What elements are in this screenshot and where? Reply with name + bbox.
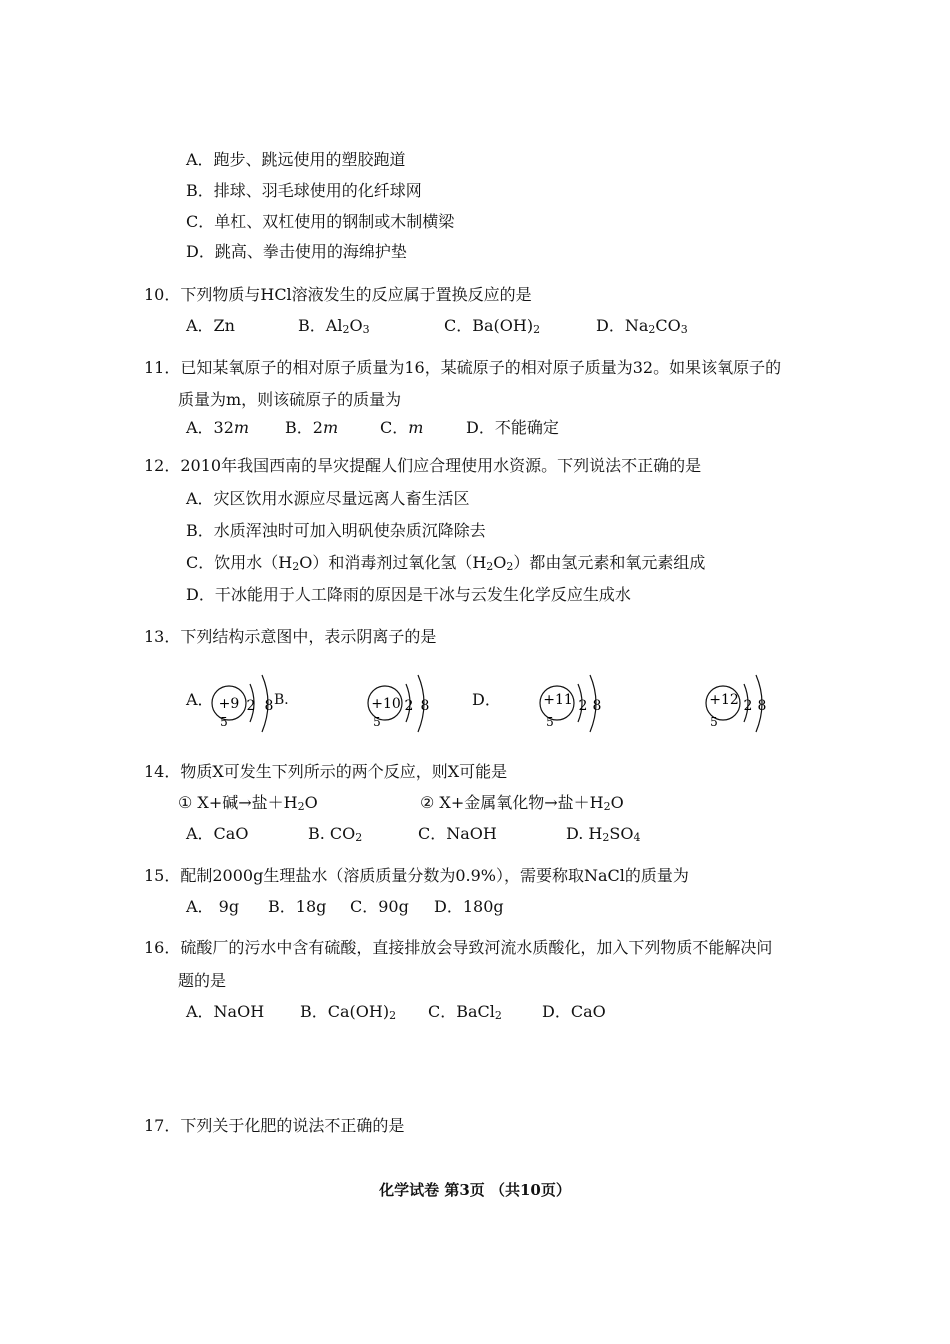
page-footer: 化学试卷 第3页 （共10页） [379,1181,571,1199]
q13-atom-b [364,672,454,740]
q12-option-a: A．灾区饮用水源应尽量远离人畜生活区 [186,489,470,508]
q17-stem: 17．下列关于化肥的说法不正确的是 [144,1116,405,1135]
q16-option-d: D．CaO [542,1002,606,1021]
q15-stem: 15．配制2000g生理盐水（溶质质量分数为0.9%），需要称取NaCl的质量为 [144,866,689,885]
q13-atom-a [208,672,298,740]
q13-atom-c [536,672,626,740]
q15-option-a: A． 9g [186,897,240,916]
shell1-electrons: 2 [743,698,753,714]
nucleus-charge: +9 [218,696,240,712]
bottom-mark: 5 [710,715,718,729]
q16-stem-line1: 16．硫酸厂的污水中含有硫酸，直接排放会导致河流水质酸化，加入下列物质不能解决问 [144,938,773,957]
shell2-electrons: 8 [592,698,602,714]
q14-option-d: D. $H_2SO_4$ [566,824,641,844]
q13-option-b-label: B． [274,692,299,708]
q9-option-d: D．跳高、拳击使用的海绵护垫 [186,242,407,261]
q14-stem: 14．物质X可发生下列所示的两个反应，则X可能是 [144,762,508,781]
q16-stem-line2: 题的是 [178,971,227,990]
shell2-electrons: 8 [420,698,430,714]
q10-stem: 10．下列物质与HCl溶液发生的反应属于置换反应的是 [144,285,532,304]
q12-option-d: D．干冰能用于人工降雨的原因是干冰与云发生化学反应生成水 [186,585,631,604]
q16-option-a: A．NaOH [186,1002,265,1021]
q10-option-a: A．Zn [186,316,235,335]
q14-reaction-1: ① X+碱→盐$+H_2O$ [178,793,318,813]
q11-option-c: C．m [380,418,424,437]
nucleus-charge: +12 [709,692,739,708]
q10-option-b: B．$Al_2O_3$ [298,316,370,336]
q16-option-b: B．$Ca(OH)_2$ [300,1002,397,1022]
q16-option-c: C．BaCl$_2$ [428,1002,502,1022]
q14-option-c: C．NaOH [418,824,497,843]
q11-stem-line1: 11．已知某氧原子的相对原子质量为16，某硫原子的相对原子质量为32。如果该氧原子的 [144,358,782,377]
q11-option-d: D．不能确定 [466,418,559,437]
q11-stem-line2: 质量为m，则该硫原子的质量为 [178,390,402,409]
q14-option-b: B. $CO_2$ [308,824,363,844]
nucleus-charge: +11 [543,692,573,708]
q10-option-c: C．$Ba(OH)_2$ [444,316,541,336]
q15-option-b: B．18g [268,897,327,916]
q13-option-d-label: D． [472,690,501,709]
shell1-electrons: 2 [578,698,588,714]
bottom-mark: 5 [546,715,554,729]
bottom-mark: 5 [220,715,228,729]
q9-option-a: A．跑步、跳远使用的塑胶跑道 [186,150,406,169]
q12-option-c: C．饮用水$(H_2O)$和消毒剂过氧化氢$(H_2O_2)$都由氢元素和氧元素组成 [186,553,706,573]
q15-option-c: C．90g [350,897,409,916]
q14-option-a: A．CaO [186,824,249,843]
q11-option-a: A．32m [186,418,250,437]
bottom-mark: 5 [373,715,381,729]
q9-option-c: C．单杠、双杠使用的钢制或木制横梁 [186,212,455,231]
shell1-electrons: 2 [246,698,256,714]
q15-option-d: D．180g [434,897,504,916]
q11-option-b: B．2m [285,418,339,437]
q13-stem: 13．下列结构示意图中，表示阴离子的是 [144,627,437,646]
shell1-electrons: 2 [404,698,414,714]
q12-option-b: B．水质浑浊时可加入明矾使杂质沉降除去 [186,521,486,540]
q13-option-a-label: A． [186,690,214,709]
nucleus-charge: +10 [371,696,401,712]
q12-stem: 12．2010年我国西南的旱灾提醒人们应合理使用水资源。下列说法不正确的是 [144,456,702,475]
shell2-electrons: 8 [264,698,274,714]
shell2-electrons: 8 [757,698,767,714]
q10-option-d: D．$Na_2CO_3$ [596,316,688,336]
q9-option-b: B．排球、羽毛球使用的化纤球网 [186,181,422,200]
q13-atom-d [702,672,792,740]
q14-reaction-2: ② X+金属氧化物→盐$+H_2O$ [420,793,624,813]
